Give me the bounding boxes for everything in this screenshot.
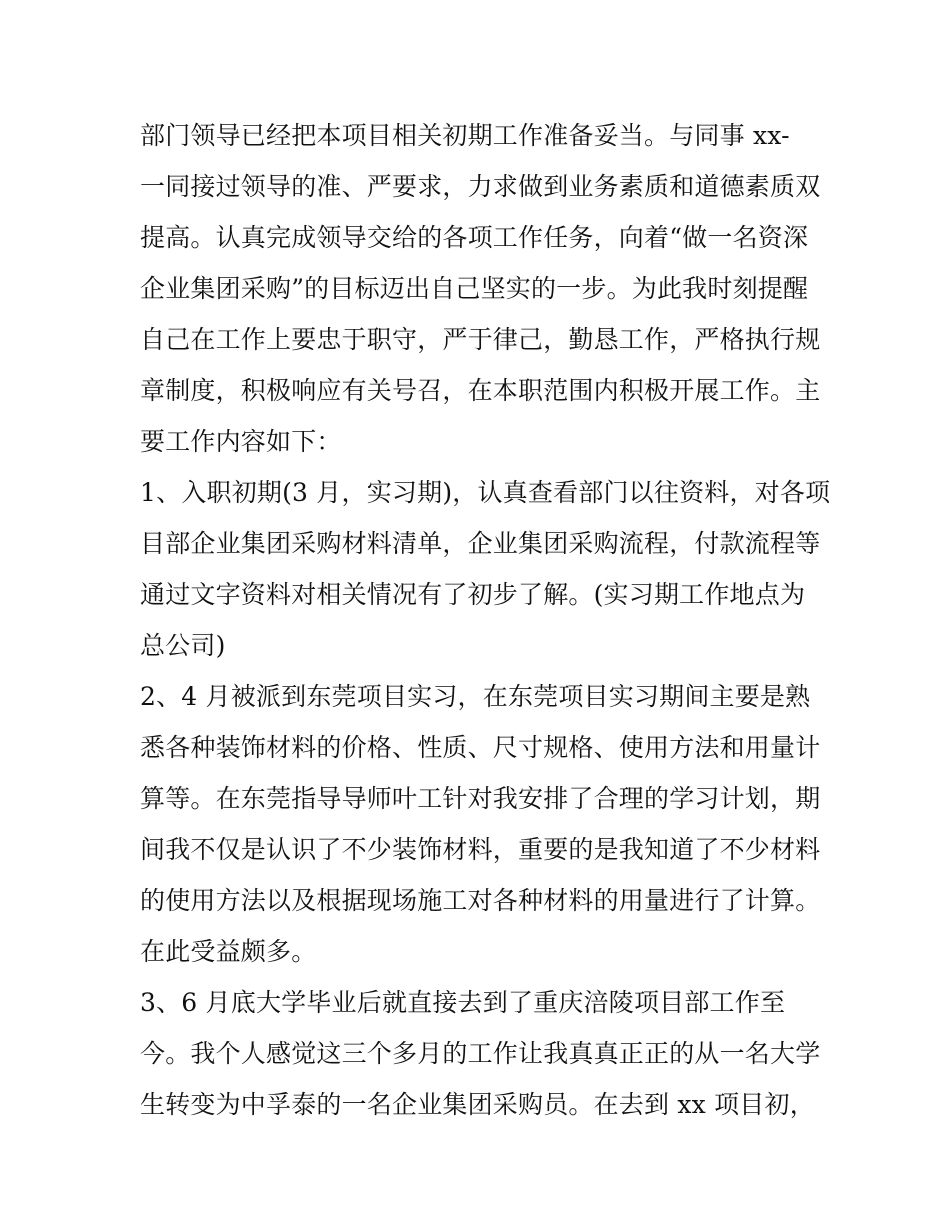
text-line: 算等。在东莞指导导师叶工针对我安排了合理的学习计划，期 <box>140 784 821 813</box>
text-line: 的使用方法以及根据现场施工对各种材料的用量进行了计算。 <box>140 886 821 915</box>
text-line: 间我不仅是认识了不少装饰材料，重要的是我知道了不少材料 <box>140 835 821 864</box>
text-line: 通过文字资料对相关情况有了初步了解。(实习期工作地点为 <box>140 580 806 609</box>
text-line: 目部企业集团采购材料清单，企业集团采购流程，付款流程等 <box>140 529 821 558</box>
text-line: 悉各种装饰材料的价格、性质、尺寸规格、使用方法和用量计 <box>140 733 821 762</box>
text-line: 要工作内容如下： <box>140 427 342 456</box>
document-body <box>140 110 831 1130</box>
text-line: 一同接过领导的准、严要求，力求做到业务素质和道德素质双 <box>140 172 821 201</box>
text-line: 提高。认真完成领导交给的各项工作任务，向着“做一名资深 <box>140 223 809 252</box>
text-line: 在此受益颇多。 <box>140 937 317 966</box>
text-line: 今。我个人感觉这三个多月的工作让我真真正正的从一名大学 <box>140 1039 821 1068</box>
text-line: 生转变为中孚泰的一名企业集团采购员。在去到 xx 项目初， <box>140 1090 815 1119</box>
text-line: 3、6 月底大学毕业后就直接去到了重庆涪陵项目部工作至 <box>140 988 786 1017</box>
text-line: 自己在工作上要忠于职守，严于律己，勤恳工作，严格执行规 <box>140 325 821 354</box>
text-line: 总公司) <box>140 631 226 660</box>
text-line: 2、4 月被派到东莞项目实习，在东莞项目实习期间主要是熟 <box>140 682 811 711</box>
text-line: 企业集团采购”的目标迈出自己坚实的一步。为此我时刻提醒 <box>140 274 809 303</box>
text-line: 部门领导已经把本项目相关初期工作准备妥当。与同事 xx- <box>140 121 790 150</box>
text-line: 1、入职初期(3 月，实习期)，认真查看部门以往资料，对各项 <box>140 478 831 507</box>
text-line: 章制度，积极响应有关号召，在本职范围内积极开展工作。主 <box>140 376 821 405</box>
